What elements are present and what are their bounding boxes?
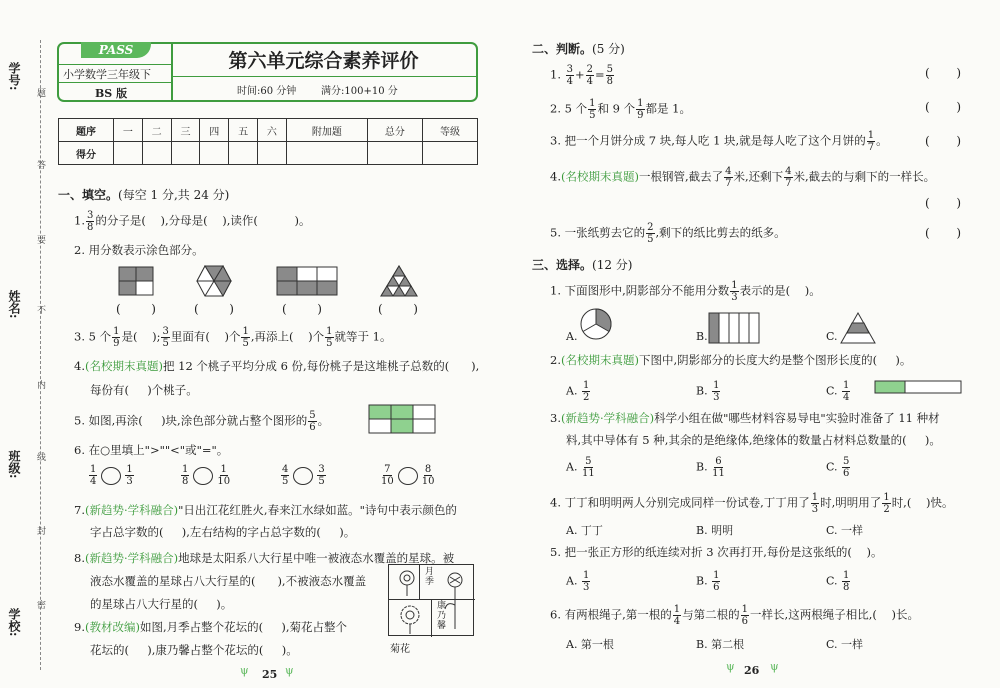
option-a[interactable]: A. 第一根 <box>566 638 614 651</box>
option-c[interactable]: C. <box>826 330 838 343</box>
choice-6: 6. 有两根绳子,第一根的 $\frac{1}{4}$ 与第二根的 $\frac{1}{6}$ 一样长,这两根绳子相比,( )长。 <box>550 604 919 627</box>
section3-title: 三、选择。(12 分) <box>532 258 633 272</box>
student-id-label: 学号: <box>7 62 21 91</box>
question-1-1: 1. $\frac{3}{8}$ 的分子是( ),分母是( ),读作( )。 <box>74 210 311 233</box>
score-input-cell[interactable] <box>171 142 200 165</box>
chrysanthemum-label: 菊花 <box>390 644 410 655</box>
sprout-icon: ψ <box>726 660 735 673</box>
score-cell: 五 <box>229 119 258 142</box>
judge-answer[interactable]: ( ) <box>925 226 962 240</box>
bars-figure <box>708 312 768 344</box>
circle-figure <box>580 308 612 340</box>
judge-2: 2. 5 个 $\frac{1}{5}$ 和 9 个 $\frac{1}{9}$ 都是 1。 <box>550 98 691 121</box>
question-1-2: 2. 用分数表示涂色部分。 <box>74 243 204 257</box>
option-b[interactable]: B. $\frac{1}{6}$ <box>696 570 720 593</box>
compare-circle[interactable] <box>293 467 313 485</box>
section2-title: 二、判断。(5 分) <box>532 42 625 56</box>
chrysanthemum-icon <box>395 603 425 635</box>
score-input-cell[interactable] <box>229 142 258 165</box>
choice-4: 4. 丁丁和明明两人分别完成同样一份试卷,丁丁用了 $\frac{1}{3}$ 时,明明用了 $\frac{1}{2}$ 时,( )快。 <box>550 492 954 515</box>
choice-1: 1. 下面图形中,阴影部分不能用分数 $\frac{1}{3}$ 表示的是( )。 <box>550 280 821 303</box>
choice-3: 3.(新趋势·学科融合)科学小组在做"哪些材料容易导电"实验时准备了 11 种材 <box>550 411 940 425</box>
score-cell: 题序 <box>59 119 114 142</box>
seal-char: 不 <box>35 305 45 314</box>
page-number-right: 26 <box>744 664 760 677</box>
length-bar-figure <box>874 380 962 394</box>
option-c[interactable]: C. 一样 <box>826 638 864 651</box>
score-input-cell[interactable] <box>422 142 477 165</box>
judge-4: 4.(名校期末真题)一根钢管,截去了 $\frac{4}{7}$ 米,还剩下 $\frac{4}{7}$ 米,截去的与剩下的一样长。 <box>550 166 936 189</box>
score-label: 满分:100+10 分 <box>321 86 398 97</box>
option-a[interactable]: A. $\frac{1}{2}$ <box>566 380 590 403</box>
section1-title: 一、填空。(每空 1 分,共 24 分) <box>58 188 230 202</box>
choice-2: 2.(名校期末真题)下图中,阴影部分的长度大约是整个图形长度的( )。 <box>550 353 912 367</box>
option-a[interactable]: A. 丁丁 <box>566 524 603 537</box>
option-b[interactable]: B. $\frac{6}{11}$ <box>696 456 725 479</box>
question-1-8-cont: 液态水覆盖的星球占八大行星的( ),不被液态水覆盖 <box>90 574 367 588</box>
hexagon-figure <box>196 264 232 298</box>
score-cell: 二 <box>142 119 171 142</box>
option-a[interactable]: A. $\frac{5}{11}$ <box>566 456 595 479</box>
score-cell: 六 <box>257 119 286 142</box>
seal-char: 密 <box>35 600 45 609</box>
score-cell: 四 <box>200 119 229 142</box>
option-c[interactable]: C. $\frac{1}{4}$ <box>826 380 850 403</box>
compare-1: $\frac{1}{4}$ $\frac{1}{3}$ <box>90 464 133 487</box>
seal-char: 线 <box>35 452 45 461</box>
question-1-5: 5. 如图,再涂( )块,涂色部分就占整个图形的 $\frac{5}{6}$ 。 <box>74 410 330 433</box>
school-label: 学校: <box>7 608 21 637</box>
compare-2: $\frac{1}{8}$ $\frac{1}{10}$ <box>182 464 231 487</box>
seal-char: 题 <box>35 88 45 97</box>
score-input-cell[interactable] <box>257 142 286 165</box>
q5-grid-figure <box>368 404 436 434</box>
judge-answer[interactable]: ( ) <box>925 100 962 114</box>
score-cell: 得分 <box>59 142 114 165</box>
sprout-icon: ψ <box>770 660 779 673</box>
score-input-cell[interactable] <box>113 142 142 165</box>
question-1-4: 4.(名校期末真题)把 12 个桃子平均分成 6 份,每份桃子是这堆桃子总数的( ), <box>74 359 480 373</box>
question-1-9-cont: 花坛的( ),康乃馨占整个花坛的( )。 <box>90 643 298 657</box>
seal-char: 要 <box>35 235 45 244</box>
seal-char: 封 <box>35 526 45 535</box>
binding-line <box>40 40 41 670</box>
judge-answer[interactable]: ( ) <box>925 196 962 210</box>
option-b[interactable]: B. <box>696 330 708 343</box>
time-label: 时间:60 分钟 <box>237 86 297 97</box>
score-cell: 附加题 <box>286 119 367 142</box>
score-input-cell[interactable] <box>286 142 367 165</box>
page-title: 第六单元综合素养评价 <box>228 50 419 72</box>
compare-4: $\frac{7}{10}$ $\frac{8}{10}$ <box>381 464 435 487</box>
pass-logo: PASS <box>81 42 151 58</box>
flower-bed-image <box>388 564 474 636</box>
score-cell: 三 <box>171 119 200 142</box>
judge-5: 5. 一张纸剪去它的 $\frac{2}{5}$ ,剩下的纸比剪去的纸多。 <box>550 222 786 245</box>
score-input-cell[interactable] <box>142 142 171 165</box>
seal-char: 答 <box>35 160 45 169</box>
triangle-figure <box>380 264 418 298</box>
grade-label: 小学数学三年级下 <box>63 68 151 81</box>
answer-blank[interactable]: ( ) <box>116 302 156 316</box>
judge-1: 1. $\frac{3}{4}$ + $\frac{2}{4}$ = $\frac{5}{8}$ <box>550 64 614 87</box>
name-label: 姓名: <box>7 290 21 319</box>
score-table <box>58 118 478 165</box>
rose-icon <box>395 569 419 597</box>
judge-answer[interactable]: ( ) <box>925 134 962 148</box>
question-1-3: 3. 5 个 $\frac{1}{9}$ 是( ); $\frac{3}{5}$ 里面有( )个 $\frac{1}{5}$ ,再添上( )个 $\frac{1}{5}$ 就等于 1。 <box>74 326 392 349</box>
answer-blank[interactable]: ( ) <box>378 302 418 316</box>
judge-answer[interactable]: ( ) <box>925 66 962 80</box>
rose-label: 月季 <box>425 567 435 587</box>
seal-char: 内 <box>35 380 45 389</box>
square-figure <box>118 266 154 296</box>
score-input-cell[interactable] <box>367 142 422 165</box>
compare-circle[interactable] <box>101 467 121 485</box>
judge-3: 3. 把一个月饼分成 7 块,每人吃 1 块,就是每人吃了这个月饼的 $\frac{1}{7}$ 。 <box>550 130 888 153</box>
edition-label: BS 版 <box>95 87 128 100</box>
question-1-7: 7.(新趋势·学科融合)"日出江花红胜火,春来江水绿如蓝。"诗句中表示颜色的 <box>74 503 457 517</box>
option-c[interactable]: C. $\frac{1}{8}$ <box>826 570 850 593</box>
pyramid-figure <box>840 312 876 344</box>
answer-blank[interactable]: ( ) <box>194 302 234 316</box>
answer-blank[interactable]: ( ) <box>282 302 322 316</box>
compare-circle[interactable] <box>193 467 213 485</box>
question-1-9: 9.(教材改编)如图,月季占整个花坛的( ),菊花占整个 <box>74 620 348 634</box>
option-c[interactable]: C. 一样 <box>826 524 864 537</box>
question-1-8-cont2: 的星球占八大行星的( )。 <box>90 597 233 611</box>
option-a[interactable]: A. <box>566 330 578 343</box>
score-cell: 一 <box>113 119 142 142</box>
grid-figure <box>276 266 338 296</box>
sprout-icon: ψ <box>285 664 294 677</box>
score-input-cell[interactable] <box>200 142 229 165</box>
compare-circle[interactable] <box>398 467 418 485</box>
option-b[interactable]: B. 明明 <box>696 524 734 537</box>
header-box <box>57 42 478 102</box>
sprout-icon: ψ <box>240 664 249 677</box>
choice-3-cont: 料,其中导体有 5 种,其余的是绝缘体,绝缘体的数量占材料总数量的( )。 <box>566 433 941 447</box>
option-b[interactable]: B. $\frac{1}{3}$ <box>696 380 720 403</box>
question-1-7-cont: 字占总字数的( ),左右结构的字占总字数的( )。 <box>90 525 356 539</box>
page-number-left: 25 <box>262 668 278 681</box>
class-label: 班级: <box>7 450 21 479</box>
option-a[interactable]: A. $\frac{1}{3}$ <box>566 570 590 593</box>
question-1-8: 8.(新趋势·学科融合)地球是太阳系八大行星中唯一被液态水覆盖的星球。被 <box>74 551 455 565</box>
score-cell: 等级 <box>422 119 477 142</box>
question-1-4-cont: 每份有( )个桃子。 <box>90 383 198 397</box>
question-1-6: 6. 在○里填上">""<"或"="。 <box>74 443 229 457</box>
score-cell: 总分 <box>367 119 422 142</box>
choice-5: 5. 把一张正方形的纸连续对折 3 次再打开,每份是这张纸的( )。 <box>550 545 883 559</box>
option-c[interactable]: C. $\frac{5}{6}$ <box>826 456 850 479</box>
compare-3: $\frac{4}{5}$ $\frac{3}{5}$ <box>282 464 325 487</box>
carnation-label: 康乃馨 <box>437 601 447 631</box>
option-b[interactable]: B. 第二根 <box>696 638 745 651</box>
